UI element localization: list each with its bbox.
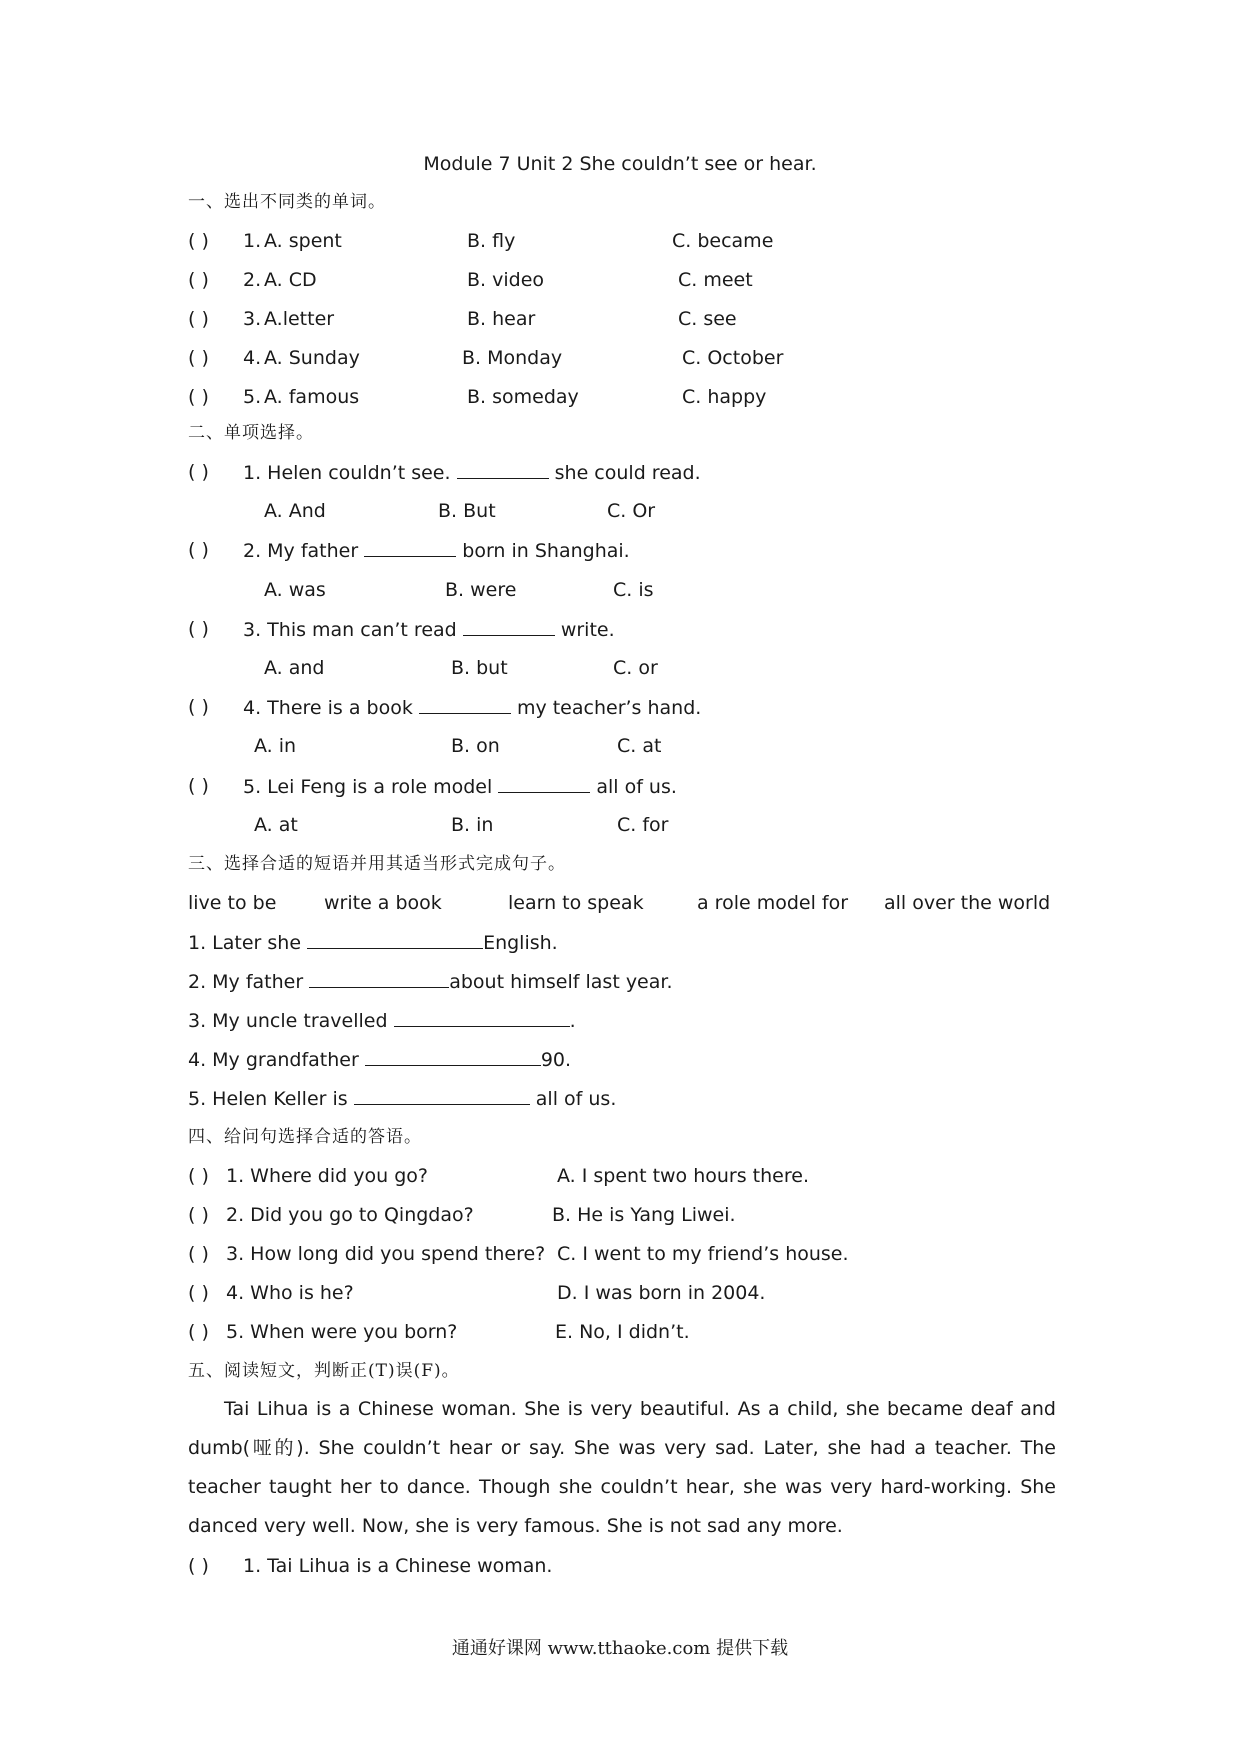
answer-paren: ( ) bbox=[188, 618, 209, 640]
option-a: A. spent bbox=[264, 230, 342, 252]
answer-blank[interactable] bbox=[457, 460, 549, 479]
answer-paren: ( ) bbox=[188, 386, 209, 408]
question-post: write. bbox=[560, 619, 615, 641]
option-a: A. CD bbox=[264, 269, 317, 291]
option-c: C. meet bbox=[678, 269, 753, 291]
reading-passage bbox=[188, 1390, 1056, 1546]
sentence-post: about himself last year. bbox=[449, 971, 673, 993]
option-b: B. hear bbox=[467, 308, 536, 330]
option-b: B. Monday bbox=[462, 347, 563, 369]
s3-item-5 bbox=[188, 1086, 616, 1111]
question-stem bbox=[243, 460, 701, 485]
phrase-5: all over the world bbox=[884, 892, 1051, 914]
sentence-pre: 1. Later she bbox=[188, 932, 302, 954]
question-pre: 5. Lei Feng is a role model bbox=[243, 776, 493, 798]
sentence-post: . bbox=[569, 1010, 576, 1032]
answer-paren: ( ) bbox=[188, 1555, 209, 1577]
sentence-pre: 5. Helen Keller is bbox=[188, 1088, 348, 1110]
question: 2. Did you go to Qingdao? bbox=[226, 1204, 474, 1226]
option-c: C. happy bbox=[682, 386, 767, 408]
sentence-pre: 2. My father bbox=[188, 971, 304, 993]
phrase-3: learn to speak bbox=[508, 892, 644, 914]
answer-blank[interactable] bbox=[419, 695, 511, 714]
section-4-heading: 四、给问句选择合适的答语。 bbox=[188, 1127, 422, 1147]
option-a: A. Sunday bbox=[264, 347, 360, 369]
s3-item-1 bbox=[188, 930, 558, 955]
answer-blank[interactable] bbox=[309, 969, 449, 988]
option-a: A. at bbox=[254, 814, 298, 836]
s3-item-3 bbox=[188, 1008, 576, 1033]
answer-paren: ( ) bbox=[188, 539, 209, 561]
question-stem bbox=[243, 617, 615, 642]
option-a: A.letter bbox=[264, 308, 335, 330]
option-b: B. on bbox=[451, 735, 500, 757]
sentence-post: 90. bbox=[540, 1049, 572, 1071]
phrase-1: live to be bbox=[188, 892, 277, 914]
option-b: B. fly bbox=[467, 230, 516, 252]
option-b: B. video bbox=[467, 269, 545, 291]
option-b: B. someday bbox=[467, 386, 579, 408]
answer-paren: ( ) bbox=[188, 1321, 209, 1343]
page-footer: 通通好课网 www.tthaoke.com 提供下载 bbox=[451, 1638, 789, 1659]
answer-paren: ( ) bbox=[188, 1282, 209, 1304]
question-stem bbox=[243, 538, 630, 563]
option-b: B. but bbox=[451, 657, 508, 679]
answer-paren: ( ) bbox=[188, 775, 209, 797]
section-1-heading: 一、选出不同类的单词。 bbox=[188, 192, 386, 212]
answer-option: A. I spent two hours there. bbox=[557, 1165, 809, 1187]
phrase-2: write a book bbox=[324, 892, 442, 914]
option-c: C. October bbox=[682, 347, 784, 369]
answer-blank[interactable] bbox=[463, 617, 555, 636]
item-number: 1. bbox=[243, 230, 262, 252]
option-c: C. for bbox=[617, 814, 669, 836]
question-pre: 1. Helen couldn’t see. bbox=[243, 462, 451, 484]
answer-blank[interactable] bbox=[354, 1086, 530, 1105]
option-b: B. But bbox=[438, 500, 496, 522]
question-post: born in Shanghai. bbox=[462, 540, 630, 562]
question: 4. Who is he? bbox=[226, 1282, 354, 1304]
answer-paren: ( ) bbox=[188, 308, 209, 330]
answer-paren: ( ) bbox=[188, 1204, 209, 1226]
option-c: C. Or bbox=[607, 500, 656, 522]
answer-blank[interactable] bbox=[498, 774, 590, 793]
answer-paren: ( ) bbox=[188, 696, 209, 718]
s3-item-4 bbox=[188, 1047, 571, 1072]
option-a: A. And bbox=[264, 500, 326, 522]
question-stem bbox=[243, 774, 677, 799]
section-2-heading: 二、单项选择。 bbox=[188, 423, 314, 443]
answer-paren: ( ) bbox=[188, 230, 209, 252]
sentence-post: all of us. bbox=[535, 1088, 617, 1110]
answer-option: C. I went to my friend’s house. bbox=[557, 1243, 849, 1265]
question: 5. When were you born? bbox=[226, 1321, 458, 1343]
answer-blank[interactable] bbox=[364, 538, 456, 557]
question-pre: 4. There is a book bbox=[243, 697, 413, 719]
question-post: my teacher’s hand. bbox=[516, 697, 702, 719]
answer-option: E. No, I didn’t. bbox=[555, 1321, 690, 1343]
answer-option: B. He is Yang Liwei. bbox=[552, 1204, 736, 1226]
option-c: C. became bbox=[672, 230, 774, 252]
option-a: A. was bbox=[264, 579, 326, 601]
section-3-heading: 三、选择合适的短语并用其适当形式完成句子。 bbox=[188, 854, 566, 874]
answer-paren: ( ) bbox=[188, 347, 209, 369]
question: 1. Where did you go? bbox=[226, 1165, 428, 1187]
item-number: 5. bbox=[243, 386, 262, 408]
question: 3. How long did you spend there? bbox=[226, 1243, 546, 1265]
item-number: 2. bbox=[243, 269, 262, 291]
option-c: C. is bbox=[613, 579, 654, 601]
option-b: B. in bbox=[451, 814, 494, 836]
question-stem bbox=[243, 695, 701, 720]
page-title: Module 7 Unit 2 She couldn’t see or hear. bbox=[423, 153, 817, 175]
sentence-pre: 3. My uncle travelled bbox=[188, 1010, 388, 1032]
section-5-heading: 五、阅读短文，判断正(T)误(F)。 bbox=[188, 1361, 460, 1381]
sentence-pre: 4. My grandfather bbox=[188, 1049, 359, 1071]
answer-blank[interactable] bbox=[307, 930, 483, 949]
answer-paren: ( ) bbox=[188, 1165, 209, 1187]
answer-paren: ( ) bbox=[188, 461, 209, 483]
answer-blank[interactable] bbox=[394, 1008, 570, 1027]
option-c: C. at bbox=[617, 735, 662, 757]
item-number: 4. bbox=[243, 347, 262, 369]
option-b: B. were bbox=[445, 579, 517, 601]
answer-option: D. I was born in 2004. bbox=[557, 1282, 766, 1304]
answer-paren: ( ) bbox=[188, 1243, 209, 1265]
answer-paren: ( ) bbox=[188, 269, 209, 291]
option-c: C. see bbox=[678, 308, 737, 330]
question-post: all of us. bbox=[596, 776, 677, 798]
item-number: 3. bbox=[243, 308, 262, 330]
question-pre: 2. My father bbox=[243, 540, 359, 562]
statement: 1. Tai Lihua is a Chinese woman. bbox=[243, 1555, 553, 1577]
option-a: A. and bbox=[264, 657, 325, 679]
phrase-4: a role model for bbox=[697, 892, 849, 914]
answer-blank[interactable] bbox=[365, 1047, 541, 1066]
option-a: A. in bbox=[254, 735, 297, 757]
s3-item-2 bbox=[188, 969, 673, 994]
option-c: C. or bbox=[613, 657, 658, 679]
passage-text: Tai Lihua is a Chinese woman. She is very beautiful. As a child, she became deaf and dumb(哑的). She couldn’t hear or say. She was very sad. Later, she had a teacher. The teacher taught her to dance. Though she couldn’t hear, she was very hard-working. She danced very well. Now, she is very famous. She is not sad any more. bbox=[188, 1398, 1056, 1537]
question-post: she could read. bbox=[554, 462, 701, 484]
option-a: A. famous bbox=[264, 386, 360, 408]
question-pre: 3. This man can’t read bbox=[243, 619, 457, 641]
sentence-post: English. bbox=[483, 932, 558, 954]
